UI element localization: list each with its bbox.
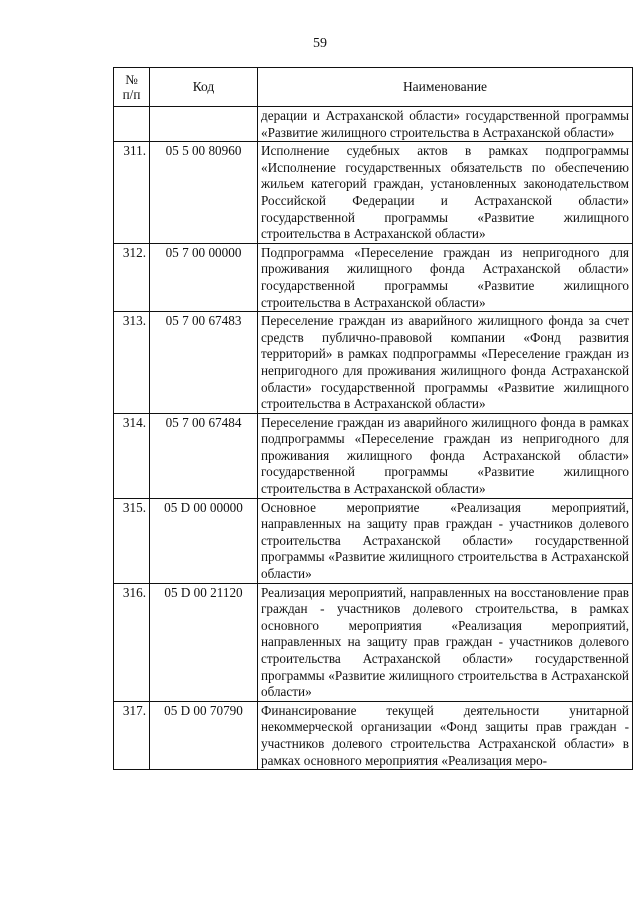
row-code-cell: 05 D 00 70790 xyxy=(150,701,258,769)
row-name-cell: Реализация мероприятий, направленных на восстановление прав граждан - участников долевого строительства, в рамках основного мероприятия «Реализация мероприятий, направленных на защиту прав граждан - участников долевого строительства Астраханской области» государственной программы «Развитие жилищного строительства в Астраханской области» xyxy=(258,583,633,701)
row-code-cell: 05 5 00 80960 xyxy=(150,142,258,244)
header-row-number xyxy=(114,68,150,107)
table-row xyxy=(114,107,633,142)
row-number-cell: 311. xyxy=(114,142,150,244)
row-code-cell: 05 7 00 67483 xyxy=(150,312,258,414)
page-number: 59 xyxy=(313,36,327,51)
table-row xyxy=(114,243,633,311)
row-name-cell: Исполнение судебных актов в рамках подпрограммы «Исполнение государственных обязательств по обеспечению жильем категорий граждан, установленных законодательством Российской Федерации и Астраханской области» государственной программы «Развитие жилищного строительства в Астраханской области» xyxy=(258,142,633,244)
row-name-cell: Финансирование текущей деятельности унитарной некоммерческой организации «Фонд защиты прав граждан - участников долевого строительства Астраханской области» в рамках основного мероприятия «Реализация меро- xyxy=(258,701,633,769)
row-number-cell: 315. xyxy=(114,498,150,583)
header-number-sign: № xyxy=(125,72,138,87)
row-number-cell: 312. xyxy=(114,243,150,311)
row-name-cell: Переселение граждан из аварийного жилищного фонда в рамках подпрограммы «Переселение граждан из непригодного для проживания жилищного фонда Астраханской области» государственной программы «Развитие жилищного строительства в Астраханской области» xyxy=(258,413,633,498)
row-code-cell xyxy=(150,107,258,142)
budget-classification-table xyxy=(113,67,633,770)
header-number-abbrev: п/п xyxy=(122,87,141,102)
table-row xyxy=(114,583,633,701)
header-name: Наименование xyxy=(258,68,633,107)
row-code-cell: 05 7 00 00000 xyxy=(150,243,258,311)
row-name-cell: дерации и Астраханской области» государственной программы «Развитие жилищного строительства в Астраханской области» xyxy=(258,107,633,142)
row-number-cell xyxy=(114,107,150,142)
row-name-cell: Переселение граждан из аварийного жилищного фонда за счет средств публично-правовой компании «Фонд развития территорий» в рамках подпрограммы «Переселение граждан из непригодного для проживания жилищного фонда Астраханской области» государственной программы «Развитие жилищного строительства в Астраханской области» xyxy=(258,312,633,414)
table-row xyxy=(114,142,633,244)
row-code-cell: 05 7 00 67484 xyxy=(150,413,258,498)
row-number-cell: 313. xyxy=(114,312,150,414)
table-row xyxy=(114,701,633,769)
table-row xyxy=(114,312,633,414)
row-number-cell: 316. xyxy=(114,583,150,701)
row-code-cell: 05 D 00 21120 xyxy=(150,583,258,701)
row-number-cell: 317. xyxy=(114,701,150,769)
row-name-cell: Подпрограмма «Переселение граждан из непригодного для проживания жилищного фонда Астраханской области» государственной программы «Развитие жилищного строительства в Астраханской области» xyxy=(258,243,633,311)
header-code: Код xyxy=(150,68,258,107)
table-row xyxy=(114,413,633,498)
table-row xyxy=(114,498,633,583)
row-name-cell: Основное мероприятие «Реализация мероприятий, направленных на защиту прав граждан - участников долевого строительства Астраханской области» государственной программы «Развитие жилищного строительства в Астраханской области» xyxy=(258,498,633,583)
row-code-cell: 05 D 00 00000 xyxy=(150,498,258,583)
row-number-cell: 314. xyxy=(114,413,150,498)
table-header-row xyxy=(114,68,633,107)
